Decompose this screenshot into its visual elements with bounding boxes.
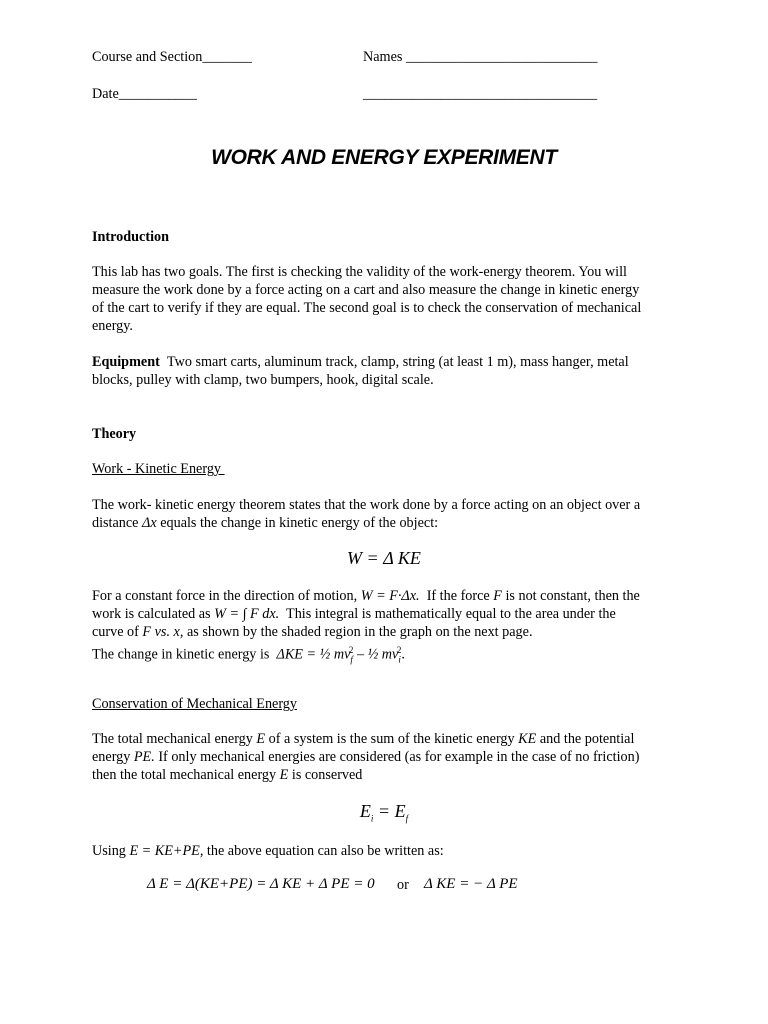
conservation-line-2: energy PE. If only mechanical energies are considered (as for example in the case of no friction) xyxy=(92,749,640,765)
theory-p2-line-4: The change in kinetic energy is ΔKE = ½ $mv_f^2$ – ½ $mv_i^2$. xyxy=(92,645,405,665)
equipment-line-2: blocks, pulley with clamp, two bumpers, hook, digital scale. xyxy=(92,372,434,388)
names-field xyxy=(363,49,597,66)
conservation-subheading: Conservation of Mechanical Energy xyxy=(92,696,297,712)
intro-line-4: energy. xyxy=(92,318,133,334)
second-blank: _________________________________ xyxy=(363,86,598,102)
equation-or: or xyxy=(397,877,409,893)
theory-heading: Theory xyxy=(92,426,137,442)
intro-line-1: This lab has two goals. The first is checking the validity of the work-energy theorem. You will xyxy=(92,264,627,280)
theory-p1-line-2: distance Δx equals the change in kinetic energy of the object: xyxy=(92,515,439,531)
course-section-field xyxy=(92,49,252,66)
theory-p1-line-1: The work- kinetic energy theorem states that the work done by a force acting on an object over a xyxy=(92,497,641,513)
names-blank: ___________________________ xyxy=(405,49,598,65)
equipment-label: Equipment xyxy=(92,354,160,370)
page-title: WORK AND ENERGY EXPERIMENT xyxy=(211,146,557,169)
equipment-line-1: Equipment Two smart carts, aluminum track, clamp, string (at least 1 m), mass hanger, metal xyxy=(92,354,629,370)
conservation-line-3: then the total mechanical energy E is conserved xyxy=(92,767,363,783)
date-field xyxy=(92,86,197,103)
ke-pe-equation: Δ KE = − Δ PE xyxy=(424,876,518,892)
intro-line-2: measure the work done by a force acting on a cart and also measure the change in kinetic energy xyxy=(92,282,640,298)
energy-change-equation: Δ E = Δ(KE+PE) = Δ KE + Δ PE = 0 xyxy=(147,876,375,892)
conservation-line-1: The total mechanical energy E of a system is the sum of the kinetic energy KE and the potential xyxy=(92,731,635,747)
theory-p2-line-3: curve of F vs. x, as shown by the shaded region in the graph on the next page. xyxy=(92,624,533,640)
date-blank: ___________ xyxy=(118,86,197,102)
work-energy-equation: W = Δ KE xyxy=(347,548,421,568)
date-label: Date xyxy=(92,86,119,102)
second-names-blank xyxy=(363,86,597,103)
theory-p2-line-2: work is calculated as W = ∫ F dx. This integral is mathematically equal to the area under the xyxy=(92,606,616,622)
using-line: Using E = KE+PE, the above equation can also be written as: xyxy=(92,843,444,859)
names-label: Names xyxy=(363,49,403,65)
intro-heading: Introduction xyxy=(92,229,169,245)
course-label: Course and Section xyxy=(92,49,203,65)
conservation-equation: $E_i = E_f$ xyxy=(359,801,409,824)
course-blank: _______ xyxy=(202,49,252,65)
theory-p2-line-1: For a constant force in the direction of motion, W = F·Δx. If the force F is not constant, then the xyxy=(92,588,640,604)
work-ke-subheading: Work - Kinetic Energy xyxy=(92,461,225,477)
intro-line-3: of the cart to verify if they are equal. The second goal is to check the conservation of mechanical xyxy=(92,300,642,316)
